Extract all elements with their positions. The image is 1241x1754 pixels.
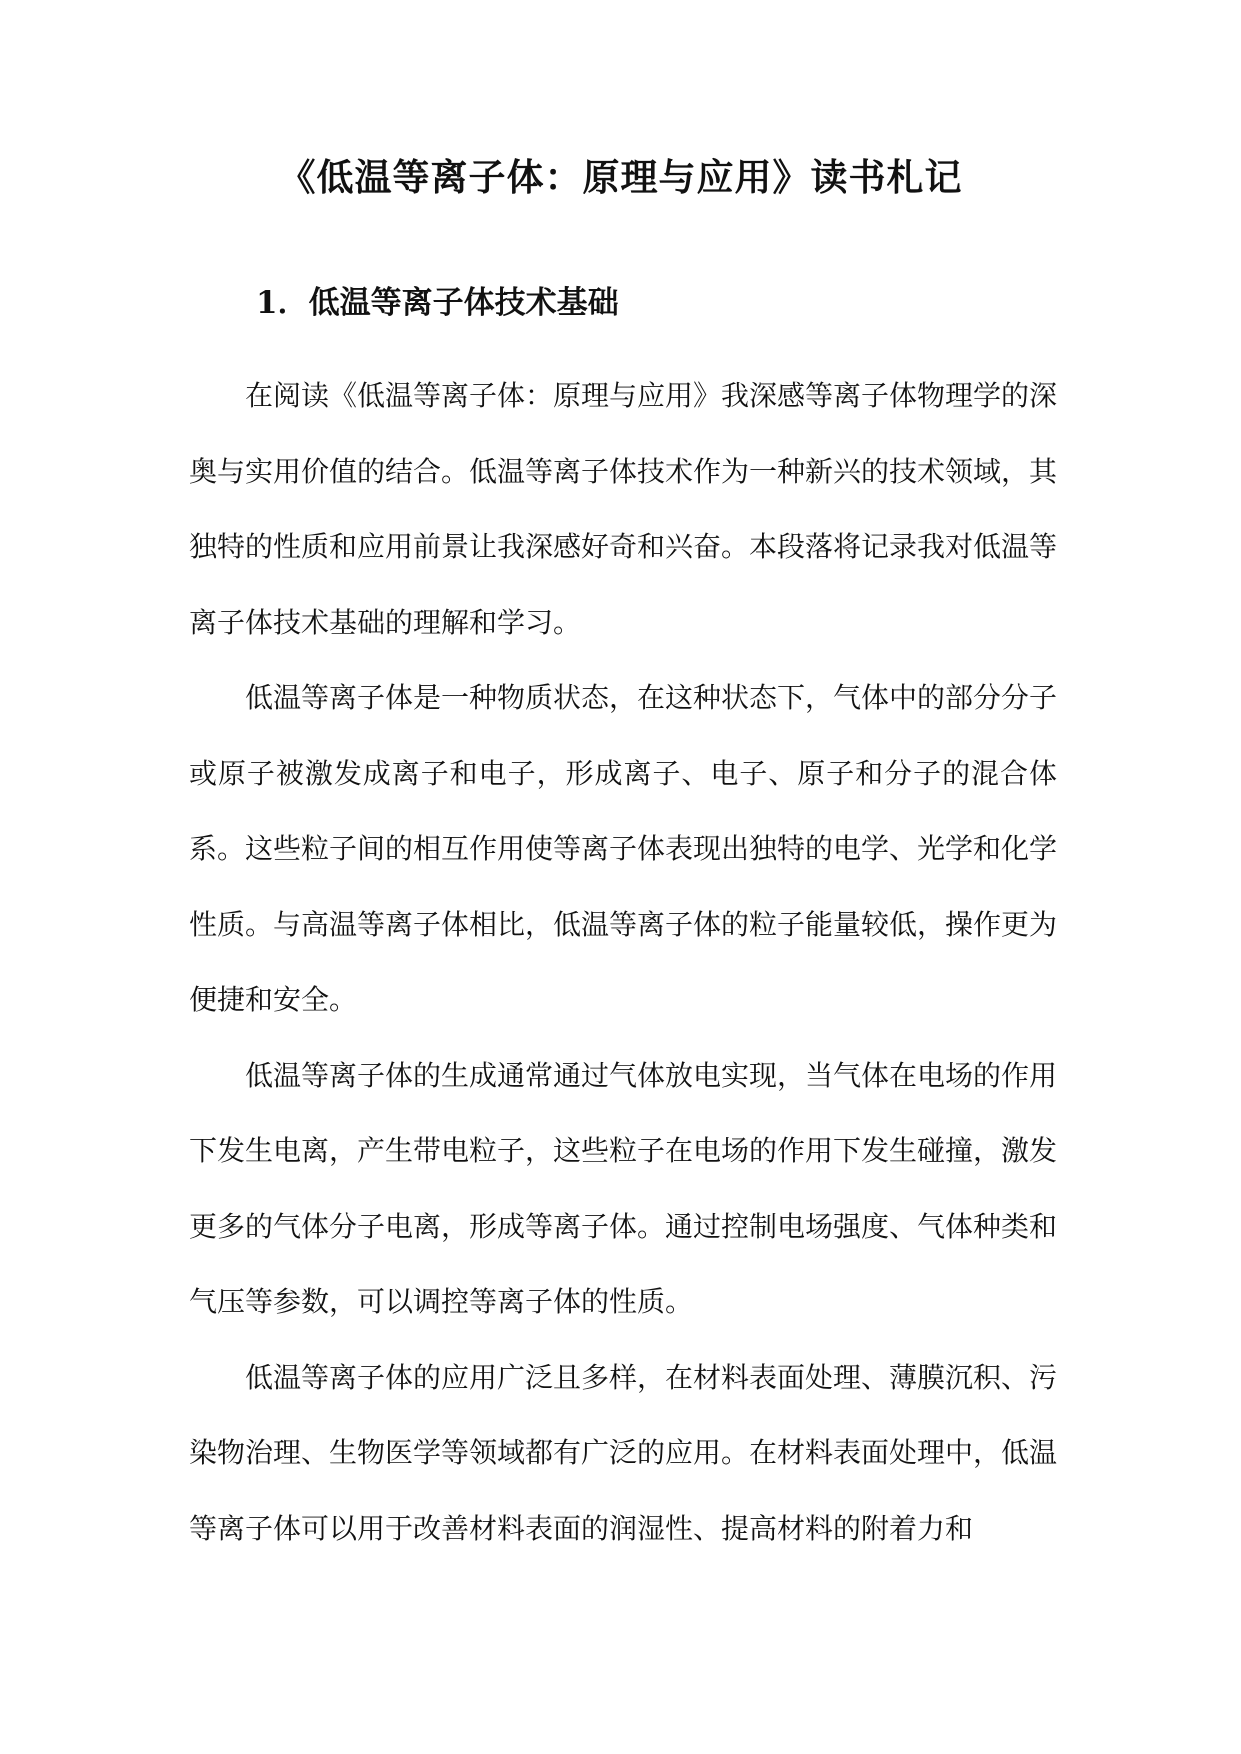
section-heading: 1．低温等离子体技术基础 [256,285,619,321]
paragraph-4: 低温等离子体的应用广泛且多样，在材料表面处理、薄膜沉积、污染物治理、生物医学等领域都有广泛的应用。在材料表面处理中，低温等离子体可以用于改善材料表面的润湿性、提高材料的附着力和 [189,1360,1058,1545]
paragraph-1: 在阅读《低温等离子体：原理与应用》我深感等离子体物理学的深奥与实用价值的结合。低温等离子体技术作为一种新兴的技术领域，其独特的性质和应用前景让我深感好奇和兴奋。本段落将记录我对低温等离子体技术基础的理解和学习。 [189,379,1058,639]
document-body [189,358,1057,1566]
paragraph-2: 低温等离子体是一种物质状态，在这种状态下，气体中的部分分子或原子被激发成离子和电子，形成离子、电子、原子和分子的混合体系。这些粒子间的相互作用使等离子体表现出独特的电学、光学和化学性质。与高温等离子体相比，低温等离子体的粒子能量较低，操作更为便捷和安全。 [189,681,1058,1016]
document-title: 《低温等离子体：原理与应用》读书札记 [278,155,963,199]
paragraph-3: 低温等离子体的生成通常通过气体放电实现，当气体在电场的作用下发生电离，产生带电粒子，这些粒子在电场的作用下发生碰撞，激发更多的气体分子电离，形成等离子体。通过控制电场强度、气体种类和气压等参数，可以调控等离子体的性质。 [189,1058,1058,1318]
